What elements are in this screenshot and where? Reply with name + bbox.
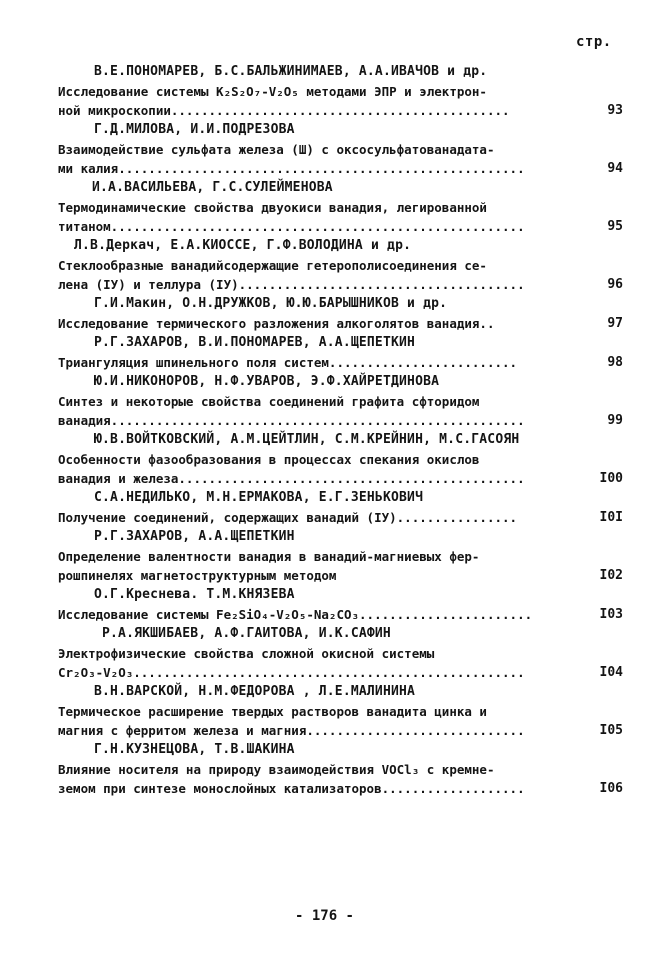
entry-title: Определение валентности ванадия в ванадий-магниевых фер- рошпинелях магнетоструктурным методом (58, 549, 480, 583)
entry-title: Стеклообразные ванадийсодержащие гетерополисоединения се- лена (IУ) и теллура (IУ)...................................... (58, 258, 525, 292)
entry-title: Исследование системы Fe₂SiO₄-V₂O₅-Na₂CO₃....................... (58, 607, 533, 622)
entry-title: Взаимодействие сульфата железа (Ш) с оксосульфатованадата- ми калия...................................................... (58, 142, 525, 176)
entry-authors: Ю.В.ВОЙТКОВСКИЙ, А.М.ЦЕЙТЛИН, С.М.КРЕЙНИН, М.С.ГАСОЯН (94, 432, 520, 447)
entry-authors: И.А.ВАСИЛЬЕВА, Г.С.СУЛЕЙМЕНОВА (92, 180, 333, 195)
entry-authors: Г.Д.МИЛОВА, И.И.ПОДРЕЗОВА (94, 122, 295, 137)
entry-page-number: I02 (599, 568, 623, 583)
toc-entry (58, 178, 623, 236)
entry-title-block (58, 256, 623, 294)
entry-authors: Л.В.Деркач, Е.А.КИОССЕ, Г.Ф.ВОЛОДИНА и др. (74, 238, 412, 253)
entry-title-block (58, 82, 623, 120)
entry-title-block (58, 353, 623, 372)
entry-page-number: I06 (599, 781, 623, 796)
entry-title: Синтез и некоторые свойства соединений графита сфторидом ванадия....................................................... (58, 394, 525, 428)
entry-title-block (58, 392, 623, 430)
entry-authors: Г.Н.КУЗНЕЦОВА, Т.В.ШАКИНА (94, 742, 295, 757)
entry-authors: Р.Г.ЗАХАРОВ, В.И.ПОНОМАРЕВ, А.А.ЩЕПЕТКИН (94, 335, 416, 350)
toc-entry (58, 682, 623, 740)
toc-entry (58, 488, 623, 527)
entry-title-block (58, 508, 623, 527)
entry-title: Электрофизические свойства сложной окисной системы Cr₂O₃-V₂O₃.................................................... (58, 646, 525, 680)
entry-title-block (58, 450, 623, 488)
entry-title: Исследование термического разложения алкоголятов ванадия.. (58, 316, 495, 331)
entry-page-number: I05 (599, 723, 623, 738)
entry-title-block (58, 140, 623, 178)
entry-page-number: 98 (607, 355, 623, 370)
entry-title-block (58, 198, 623, 236)
page-column-header: стр. (576, 34, 612, 50)
toc-entry (58, 527, 623, 585)
toc-entry (58, 372, 623, 430)
entry-authors: С.А.НЕДИЛЬКО, М.Н.ЕРМАКОВА, Е.Г.ЗЕНЬКОВИЧ (94, 490, 424, 505)
entry-title: Влияние носителя на природу взаимодействия VOCl₃ с кремне- земом при синтезе монослойных катализаторов................... (58, 762, 525, 796)
toc-entry (58, 740, 623, 798)
entry-page-number: I00 (599, 471, 623, 486)
toc-entry (58, 585, 623, 624)
toc-entry (58, 236, 623, 294)
table-of-contents (58, 62, 623, 798)
entry-page-number: I03 (599, 607, 623, 622)
entry-title: Термодинамические свойства двуокиси ванадия, легированной титаном....................................................... (58, 200, 525, 234)
entry-authors: В.Е.ПОНОМАРЕВ, Б.С.БАЛЬЖИНИМАЕВ, А.А.ИВАЧОВ и др. (94, 64, 488, 79)
entry-title: Триангуляция шпинельного поля систем......................... (58, 355, 518, 370)
toc-entry (58, 333, 623, 372)
entry-page-number: I0I (599, 510, 623, 525)
entry-page-number: 95 (607, 219, 623, 234)
entry-title-block (58, 702, 623, 740)
entry-title-block (58, 547, 623, 585)
entry-title-block (58, 760, 623, 798)
toc-entry (58, 62, 623, 120)
entry-title-block (58, 605, 623, 624)
entry-title: Получение соединений, содержащих ванадий (IУ)................ (58, 510, 518, 525)
entry-title: Исследование системы K₂S₂O₇-V₂O₅ методами ЭПР и электрон- ной микроскопии............................................. (58, 84, 510, 118)
entry-title-block (58, 314, 623, 333)
toc-entry (58, 624, 623, 682)
toc-entry (58, 120, 623, 178)
entry-page-number: I04 (599, 665, 623, 680)
page-number-footer: - 176 - (294, 908, 354, 924)
entry-page-number: 96 (607, 277, 623, 292)
entry-page-number: 99 (607, 413, 623, 428)
entry-authors: Ю.И.НИКОНОРОВ, Н.Ф.УВАРОВ, Э.Ф.ХАЙРЕТДИНОВА (94, 374, 440, 389)
entry-page-number: 97 (607, 316, 623, 331)
entry-title: Особенности фазообразования в процессах спекания окислов ванадия и железа.............................................. (58, 452, 525, 486)
entry-page-number: 93 (607, 103, 623, 118)
entry-title-block (58, 644, 623, 682)
toc-entry (58, 294, 623, 333)
entry-authors: О.Г.Креснева. Т.М.КНЯЗЕВА (94, 587, 295, 602)
toc-entry (58, 430, 623, 488)
entry-page-number: 94 (607, 161, 623, 176)
entry-authors: Р.А.ЯКШИБАЕВ, А.Ф.ГАИТОВА, И.К.САФИН (102, 626, 391, 641)
entry-authors: Р.Г.ЗАХАРОВ, А.А.ЩЕПЕТКИН (94, 529, 295, 544)
entry-authors: Г.И.Макин, О.Н.ДРУЖКОВ, Ю.Ю.БАРЫШНИКОВ и др. (94, 296, 448, 311)
entry-authors: В.Н.ВАРСКОЙ, Н.М.ФЕДОРОВА , Л.Е.МАЛИНИНА (94, 684, 416, 699)
entry-title: Термическое расширение твердых растворов ванадита цинка и магния с ферритом железа и магния............................. (58, 704, 525, 738)
